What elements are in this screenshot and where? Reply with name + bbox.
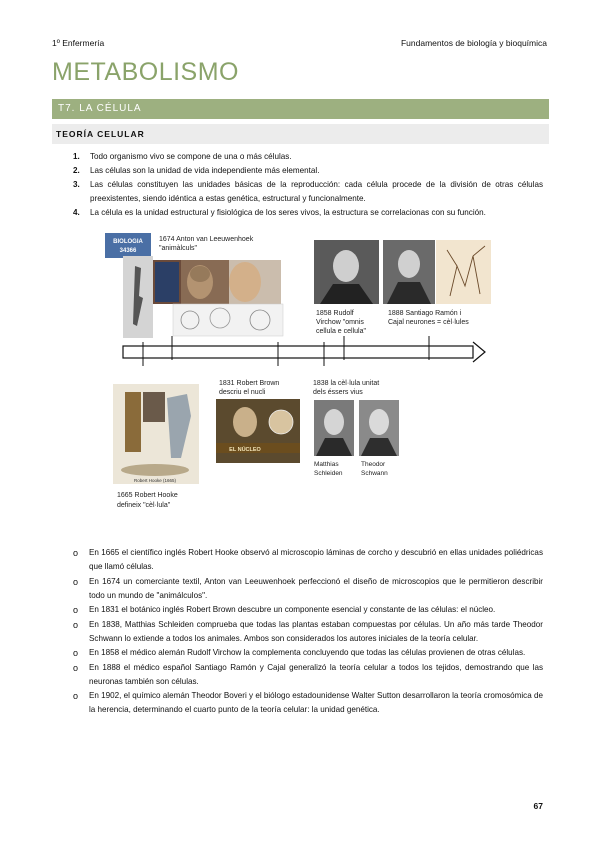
history-bullet-item — [73, 661, 543, 689]
virchow-label-line1: 1858 Rudolf — [316, 310, 354, 317]
biology-badge — [105, 233, 151, 258]
bullet-marker: o — [73, 548, 79, 558]
page-title: METABOLISMO — [52, 58, 240, 86]
hooke-label-line2: defineix "cèl·lula" — [117, 502, 171, 509]
brown-label-line2: descriu el nucli — [219, 389, 266, 396]
cell-nucleus-icon — [269, 410, 293, 434]
running-header-course: 1º Enfermería — [52, 38, 105, 48]
schleiden-name-line1: Matthias — [314, 461, 339, 468]
subsection-heading: TEORÍA CELULAR — [56, 129, 145, 139]
biology-badge-line2: 34366 — [119, 248, 137, 254]
postulate-item — [73, 206, 543, 220]
history-bullet-text: En 1665 el científico inglés Robert Hooke observó al microscopio láminas de corcho y descubrió en ellas unidades poliédricas que llamó células. — [89, 548, 543, 571]
virchow-face-icon — [333, 250, 359, 282]
bullet-marker: o — [73, 576, 79, 587]
history-bullet-item — [73, 689, 543, 717]
history-bullet-item — [73, 546, 543, 574]
leeuwenhoek-painting-icon — [229, 262, 261, 302]
history-bullet-list — [73, 546, 543, 718]
brown-label-line1: 1831 Robert Brown — [219, 380, 280, 387]
brown-portrait-icon — [233, 407, 257, 437]
page-number: 67 — [533, 801, 543, 811]
schwann-name-line1: Theodor — [361, 461, 386, 468]
postulate-number: 3. — [73, 180, 80, 189]
postulate-text: La célula es la unidad estructural y fisiológica de los seres vivos, la estructura se correlacionas con su función. — [90, 208, 486, 217]
postulate-item — [73, 178, 543, 206]
history-bullet-text: En 1674 un comerciante textil, Anton van Leeuwenhoek perfeccionó el diseño de microscopios que le permitieron describir todo un mundo de "animálculos". — [89, 576, 543, 600]
leeuwenhoek-label-line1: 1674 Anton van Leeuwenhoek — [159, 236, 254, 243]
schwann-name-line2: Schwann — [361, 470, 388, 477]
hooke-portrait-icon — [143, 392, 165, 422]
schleiden-schwann-label-line1: 1838 la cèl·lula unitat — [313, 380, 380, 387]
stamp-text-panel — [155, 262, 179, 302]
cell-theory-postulates — [73, 150, 543, 220]
hooke-image-caption: Robert Hooke (1665) — [133, 478, 177, 483]
bullet-marker: o — [73, 605, 79, 615]
history-bullet-text: En 1831 el botánico inglés Robert Brown descubre un componente esencial y constante de las células: el núcleo. — [89, 605, 496, 614]
biology-badge-line1: BIOLOGIA — [113, 239, 143, 245]
bullet-marker: o — [73, 619, 79, 630]
timeline-axis — [123, 346, 473, 358]
brown-book-title: EL NÚCLEO — [229, 447, 261, 453]
timeline-arrowhead-icon — [473, 342, 485, 362]
history-bullet-item — [73, 603, 543, 617]
neuron-drawing-image — [436, 240, 491, 304]
bullet-marker: o — [73, 662, 79, 673]
running-header-subject: Fundamentos de biología y bioquímica — [400, 38, 547, 48]
section-heading-bar — [52, 99, 549, 119]
animalcules-drawings-image — [173, 304, 283, 336]
history-bullet-item — [73, 618, 543, 646]
postulate-number: 2. — [73, 166, 80, 175]
cajal-label-line1: 1888 Santiago Ramón i — [388, 310, 462, 317]
history-bullet-text: En 1838, Matthias Schleiden comprueba que todas las plantas estaban compuestas por células. Un año más tarde Theodor Schwann lo extiende a todos los animales. Ambos son considerados los autores iniciales de la teoría celular. — [89, 619, 543, 643]
history-bullet-item — [73, 646, 543, 660]
microscope-base-icon — [121, 464, 189, 476]
postulate-number: 4. — [73, 208, 80, 217]
postulate-text: Todo organismo vivo se compone de una o más células. — [90, 152, 292, 161]
cajal-label-line2: Cajal neurones = cèl·lules — [388, 319, 469, 326]
postulate-text: Las células constituyen las unidades básicas de la reproducción: cada célula procede de la división de otras células preexistentes, siendo idéntica a estas genética, estructural y funcionalmente. — [90, 180, 543, 203]
schwann-face-icon — [369, 409, 389, 435]
schleiden-schwann-label-line2: dels éssers vius — [313, 389, 363, 396]
history-bullet-text: En 1858 el médico alemán Rudolf Virchow la complementa concluyendo que todas las células provienen de otras células. — [89, 648, 526, 657]
leeuwenhoek-label-line2: "animàlculs" — [159, 245, 198, 252]
schleiden-face-icon — [324, 409, 344, 435]
postulate-number: 1. — [73, 152, 80, 161]
cajal-face-icon — [398, 250, 420, 278]
postulate-text: Las células son la unidad de vida independiente más elemental. — [90, 166, 320, 175]
bullet-marker: o — [73, 648, 79, 658]
history-bullet-text: En 1888 el médico español Santiago Ramón y Cajal generalizó la teoría celular a todos los tejidos, demostrando que las neuronas también son células. — [89, 662, 543, 686]
virchow-label-line3: cellula e cellula" — [316, 328, 366, 335]
history-bullet-item — [73, 575, 543, 603]
subsection-heading-bar — [52, 124, 549, 144]
virchow-label-line2: Virchow "omnis — [316, 319, 364, 326]
section-heading: T7. LA CÉLULA — [58, 103, 142, 114]
hooke-label-line1: 1665 Robert Hooke — [117, 492, 178, 499]
postulate-item — [73, 150, 543, 164]
bullet-marker: o — [73, 691, 79, 701]
cell-theory-timeline-figure — [95, 226, 495, 516]
postulate-item — [73, 164, 543, 178]
schleiden-name-line2: Schleiden — [314, 470, 343, 477]
history-bullet-text: En 1902, el químico alemán Theodor Boveri y el biólogo estadounidense Walter Sutton desarrollaron la teoría cromosómica de la herencia, determinando el cuarto punto de la teoría celular: la unidad genética. — [89, 691, 543, 714]
book-stack-icon — [125, 392, 141, 452]
